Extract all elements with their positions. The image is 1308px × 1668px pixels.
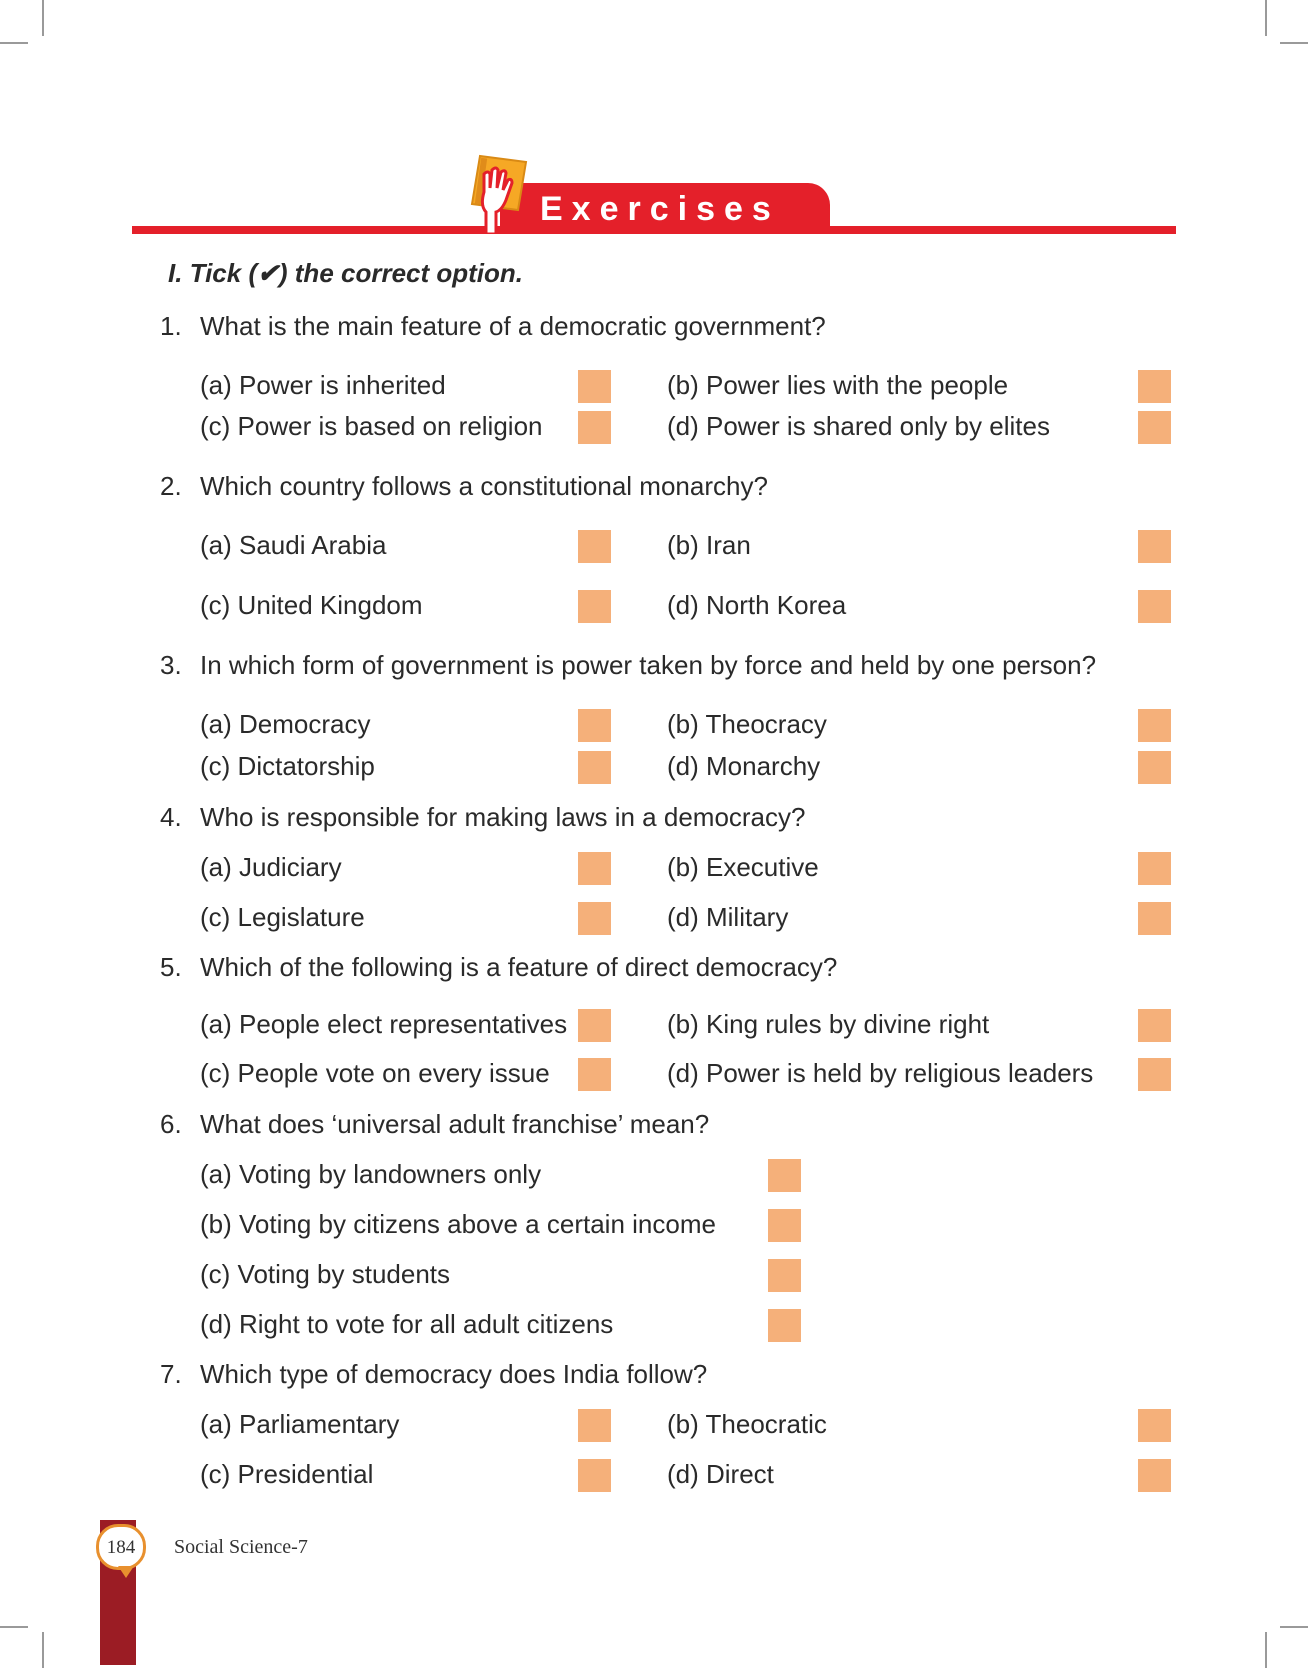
crop-mark xyxy=(0,42,28,44)
tick-box[interactable] xyxy=(1138,709,1171,742)
option-label: (c) Dictatorship xyxy=(200,751,375,781)
tick-box[interactable] xyxy=(1138,852,1171,885)
option-label: (d) Power is shared only by elites xyxy=(667,411,1050,441)
tick-box[interactable] xyxy=(578,411,611,444)
question-number: 7. xyxy=(160,1359,182,1389)
page-badge-tail xyxy=(118,1566,134,1578)
option-label: (b) Iran xyxy=(667,530,751,560)
option-label: (d) Military xyxy=(667,902,789,932)
crop-mark xyxy=(1280,42,1308,44)
question-text: What does ‘universal adult franchise’ mean? xyxy=(200,1109,710,1139)
tick-box[interactable] xyxy=(1138,370,1171,403)
option-label: (c) Presidential xyxy=(200,1459,374,1489)
question-number: 1. xyxy=(160,311,182,341)
tick-box[interactable] xyxy=(578,590,611,623)
question-number: 5. xyxy=(160,952,182,982)
tick-box[interactable] xyxy=(578,1058,611,1091)
tick-box[interactable] xyxy=(768,1159,801,1192)
option-label: (c) United Kingdom xyxy=(200,590,423,620)
option-label: (b) Executive xyxy=(667,852,819,882)
option-label: (b) Theocracy xyxy=(667,709,827,739)
tick-box[interactable] xyxy=(578,902,611,935)
crop-mark xyxy=(1265,0,1267,36)
option-label: (a) Power is inherited xyxy=(200,370,446,400)
tick-box[interactable] xyxy=(578,530,611,563)
option-label: (d) North Korea xyxy=(667,590,847,620)
option-label: (b) King rules by divine right xyxy=(667,1009,990,1039)
tick-box[interactable] xyxy=(578,852,611,885)
option-label: (d) Direct xyxy=(667,1459,774,1489)
question-text: Which country follows a constitutional monarchy? xyxy=(200,471,768,501)
crop-mark xyxy=(1265,1632,1267,1668)
tick-box[interactable] xyxy=(578,1009,611,1042)
tick-box[interactable] xyxy=(1138,1459,1171,1492)
option-label: (a) Parliamentary xyxy=(200,1409,400,1439)
option-label: (b) Theocratic xyxy=(667,1409,827,1439)
option-label: (a) Judiciary xyxy=(200,852,342,882)
option-label: (a) Voting by landowners only xyxy=(200,1159,542,1189)
tick-box[interactable] xyxy=(768,1309,801,1342)
option-label: (d) Power is held by religious leaders xyxy=(667,1058,1094,1088)
tick-box[interactable] xyxy=(768,1259,801,1292)
option-label: (c) People vote on every issue xyxy=(200,1058,550,1088)
hand-holding-book-icon xyxy=(466,148,538,234)
crop-mark xyxy=(0,1626,28,1628)
question-text: Which of the following is a feature of direct democracy? xyxy=(200,952,838,982)
crop-mark xyxy=(42,1632,44,1668)
question-text: What is the main feature of a democratic government? xyxy=(200,311,826,341)
question-number: 3. xyxy=(160,650,182,680)
tick-box[interactable] xyxy=(1138,411,1171,444)
tick-box[interactable] xyxy=(1138,1409,1171,1442)
option-label: (a) Democracy xyxy=(200,709,371,739)
tick-box[interactable] xyxy=(1138,1058,1171,1091)
tick-box[interactable] xyxy=(578,709,611,742)
crop-mark xyxy=(42,0,44,36)
tick-box[interactable] xyxy=(1138,1009,1171,1042)
tick-box[interactable] xyxy=(1138,902,1171,935)
option-label: (b) Voting by citizens above a certain income xyxy=(200,1209,716,1239)
tick-box[interactable] xyxy=(578,370,611,403)
question-text: In which form of government is power taken by force and held by one person? xyxy=(200,650,1097,680)
question-text: Which type of democracy does India follow? xyxy=(200,1359,708,1389)
option-label: (c) Power is based on religion xyxy=(200,411,543,441)
question-text: Who is responsible for making laws in a democracy? xyxy=(200,802,806,832)
tick-box[interactable] xyxy=(578,1459,611,1492)
tick-box[interactable] xyxy=(1138,751,1171,784)
option-label: (d) Monarchy xyxy=(667,751,821,781)
option-label: (d) Right to vote for all adult citizens xyxy=(200,1309,614,1339)
tick-box[interactable] xyxy=(1138,530,1171,563)
question-number: 6. xyxy=(160,1109,182,1139)
tick-box[interactable] xyxy=(1138,590,1171,623)
option-label: (a) Saudi Arabia xyxy=(200,530,387,560)
tick-box[interactable] xyxy=(578,1409,611,1442)
section-heading: I. Tick (✔) the correct option. xyxy=(168,258,524,288)
option-label: (c) Legislature xyxy=(200,902,365,932)
question-number: 4. xyxy=(160,802,182,832)
option-label: (c) Voting by students xyxy=(200,1259,451,1289)
tick-box[interactable] xyxy=(578,751,611,784)
question-number: 2. xyxy=(160,471,182,501)
crop-mark xyxy=(1280,1626,1308,1628)
exercises-title: Exercises xyxy=(540,190,780,228)
option-label: (a) People elect representatives xyxy=(200,1009,568,1039)
option-label: (b) Power lies with the people xyxy=(667,370,1009,400)
book-title: Social Science-7 xyxy=(174,1536,308,1558)
tick-box[interactable] xyxy=(768,1209,801,1242)
page-number: 184 xyxy=(106,1537,136,1558)
